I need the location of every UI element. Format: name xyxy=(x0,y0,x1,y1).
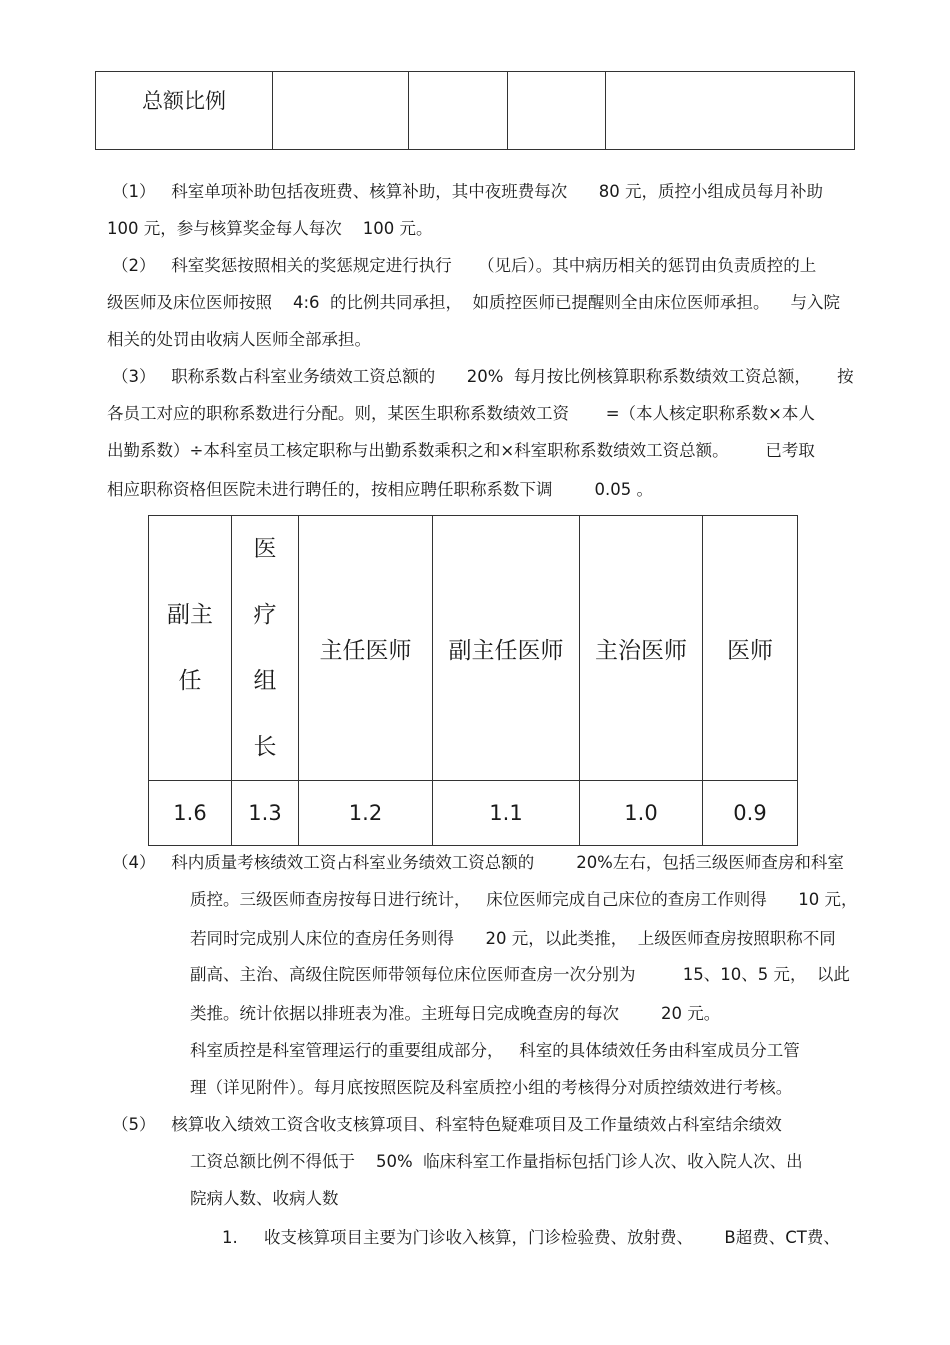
value-cell: 1.0 xyxy=(580,781,703,846)
para-4-line-1: （4） 科内质量考核绩效工资占科室业务绩效工资总额的 20%左右，包括三级医师查房和科室 xyxy=(112,853,844,872)
para-5-line-3: 院病人数、收病人数 xyxy=(190,1189,339,1208)
para-4-line-6: 科室质控是科室管理运行的重要组成部分， 科室的具体绩效任务由科室成员分工管 xyxy=(190,1041,800,1060)
title-coefficient-table xyxy=(148,515,798,846)
header-associate-chief-physician: 副主任医师 xyxy=(433,516,580,781)
header-chief-physician: 主任医师 xyxy=(299,516,433,781)
para-3-line-2: 各员工对应的职称系数进行分配。则，某医生职称系数绩效工资 =（本人核定职称系数×本人 xyxy=(107,404,815,423)
para-5-line-1: （5） 核算收入绩效工资含收支核算项目、科室特色疑难项目及工作量绩效占科室结余绩效 xyxy=(112,1115,782,1134)
total-ratio-label: 总额比例 xyxy=(96,72,273,150)
top-table xyxy=(95,71,855,150)
para-3-line-1: （3） 职称系数占科室业务绩效工资总额的 20% 每月按比例核算职称系数绩效工资总额， 按 xyxy=(112,367,854,386)
para-2-line-3: 相关的处罚由收病人医师全部承担。 xyxy=(107,330,371,349)
para-4-line-7: 理（详见附件）。每月底按照医院及科室质控小组的考核得分对质控绩效进行考核。 xyxy=(190,1078,793,1097)
empty-cell xyxy=(606,72,855,150)
empty-cell xyxy=(273,72,409,150)
para-2-line-1: （2） 科室奖惩按照相关的奖惩规定进行执行 （见后）。其中病历相关的惩罚由负责质控的上 xyxy=(112,256,817,275)
empty-cell xyxy=(409,72,508,150)
total-ratio-row xyxy=(96,72,855,150)
value-cell: 0.9 xyxy=(703,781,798,846)
value-cell: 1.1 xyxy=(433,781,580,846)
para-5-item-1: 1. 收支核算项目主要为门诊收入核算，门诊检验费、放射费、 B超费、CT费、 xyxy=(222,1228,840,1247)
para-5-line-2: 工资总额比例不得低于 50% 临床科室工作量指标包括门诊人次、收入院人次、出 xyxy=(190,1152,803,1171)
para-1-line-2: 100 元，参与核算奖金每人每次 100 元。 xyxy=(107,219,433,238)
header-team-leader: 医疗组长 xyxy=(253,536,277,760)
header-physician: 医师 xyxy=(703,516,798,781)
para-4-line-5: 类推。统计依据以排班表为准。主班每日完成晚查房的每次 20 元。 xyxy=(190,1004,721,1023)
para-4-line-4: 副高、主治、高级住院医师带领每位床位医师查房一次分别为 15、10、5 元， 以此 xyxy=(190,965,850,984)
header-attending-physician: 主治医师 xyxy=(580,516,703,781)
para-4-line-2: 质控。三级医师查房按每日进行统计， 床位医师完成自己床位的查房工作则得 10 元， xyxy=(190,890,858,909)
para-1-line-1: （1） 科室单项补助包括夜班费、核算补助，其中夜班费每次 80 元，质控小组成员每月补助 xyxy=(112,182,823,201)
title-header-row xyxy=(149,516,798,781)
value-cell: 1.2 xyxy=(299,781,433,846)
value-cell: 1.6 xyxy=(149,781,232,846)
para-3-line-3: 出勤系数）÷本科室员工核定职称与出勤系数乘积之和×科室职称系数绩效工资总额。 已考取 xyxy=(107,441,815,460)
coefficient-row xyxy=(149,781,798,846)
header-cell xyxy=(232,516,299,781)
para-2-line-2: 级医师及床位医师按照 4:6 的比例共同承担， 如质控医师已提醒则全由床位医师承担。 与入院 xyxy=(107,293,840,312)
header-cell xyxy=(149,516,232,781)
para-3-line-4: 相应职称资格但医院未进行聘任的，按相应聘任职称系数下调 0.05 。 xyxy=(107,480,653,499)
value-cell: 1.3 xyxy=(232,781,299,846)
empty-cell xyxy=(508,72,606,150)
header-deputy-director: 副主任 xyxy=(167,602,213,694)
para-4-line-3: 若同时完成别人床位的查房任务则得 20 元，以此类推， 上级医师查房按照职称不同 xyxy=(190,929,836,948)
